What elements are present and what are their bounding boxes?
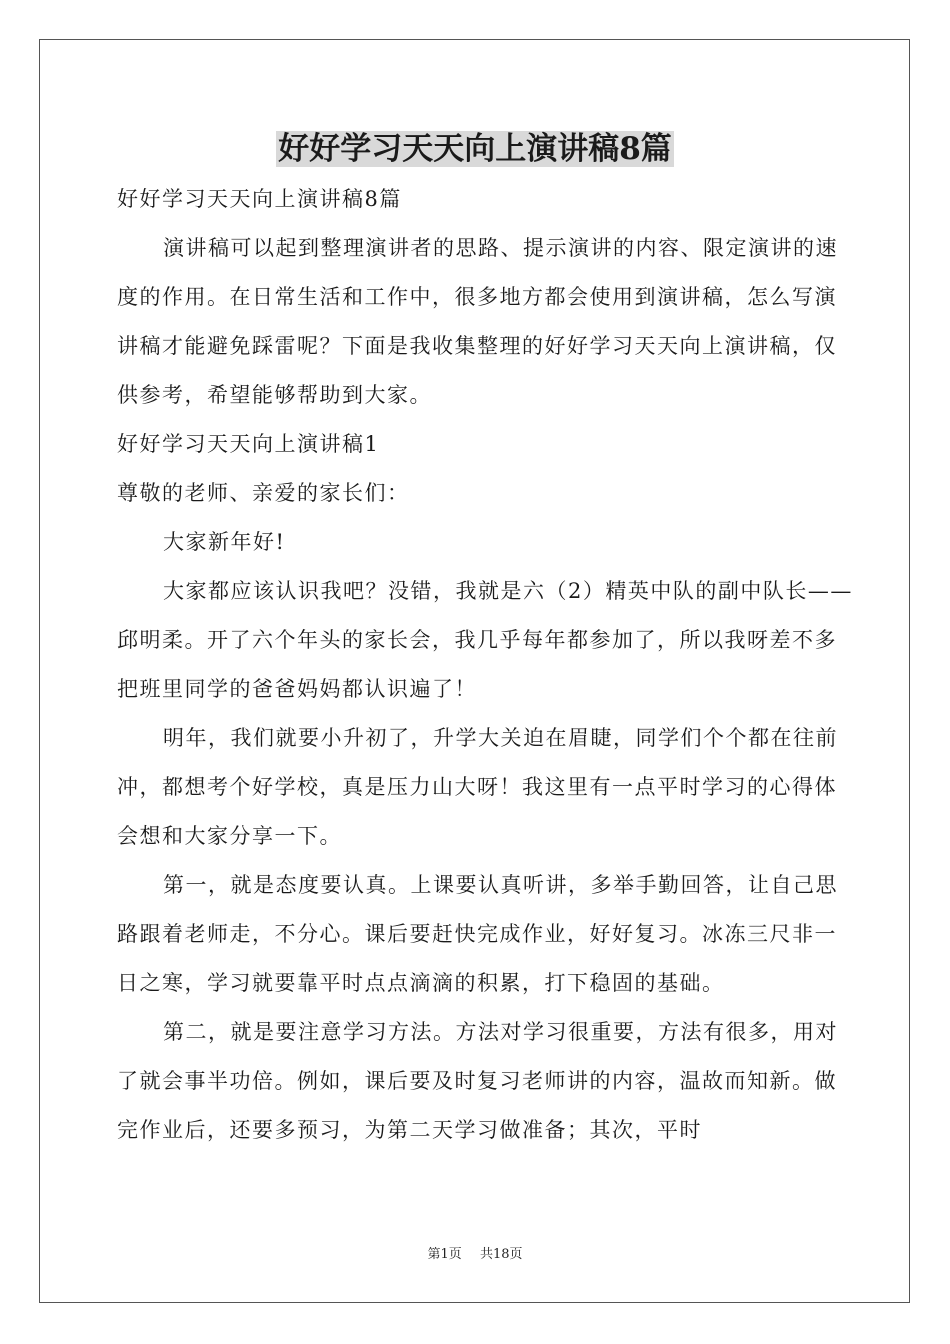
page-total: 共18页 [479, 1247, 523, 1262]
paragraph: 第二，就是要注意学习方法。方法对学习很重要，方法有很多，用对了就会事半功倍。例如，课后要及时复习老师讲的内容，温故而知新。做完作业后，还要多预习，为第二天学习做准备；其次，平时 [117, 1020, 838, 1142]
paragraph: 大家都应该认识我吧？没错，我就是六（2）精英中队的副中队长——邱明柔。开了六个年头的家长会，我几乎每年都参加了，所以我呀差不多把班里同学的爸爸妈妈都认识遍了！ [117, 579, 853, 701]
document-body [117, 175, 857, 1155]
page-footer [0, 1246, 950, 1264]
paragraph: 好好学习天天向上演讲稿8篇 [117, 187, 402, 211]
paragraph: 明年，我们就要小升初了，升学大关迫在眉睫，同学们个个都在往前冲，都想考个好学校，真是压力山大呀！我这里有一点平时学习的心得体会想和大家分享一下。 [117, 726, 838, 848]
paragraph: 尊敬的老师、亲爱的家长们： [117, 481, 410, 505]
document-title-text: 好好学习天天向上演讲稿8篇 [278, 131, 672, 167]
page-number: 第1页 [427, 1247, 462, 1262]
document-title [0, 127, 950, 171]
paragraph: 第一，就是态度要认真。上课要认真听讲，多举手勤回答，让自己思路跟着老师走，不分心。课后要赶快完成作业，好好复习。冰冻三尺非一日之寒，学习就要靠平时点点滴滴的积累，打下稳固的基础。 [117, 873, 838, 995]
paragraph: 好好学习天天向上演讲稿1 [117, 432, 380, 456]
paragraph: 大家新年好! [163, 530, 286, 554]
paragraph: 演讲稿可以起到整理演讲者的思路、提示演讲的内容、限定演讲的速度的作用。在日常生活和工作中，很多地方都会使用到演讲稿，怎么写演讲稿才能避免踩雷呢？下面是我收集整理的好好学习天天向上演讲稿，仅供参考，希望能够帮助到大家。 [117, 236, 838, 407]
